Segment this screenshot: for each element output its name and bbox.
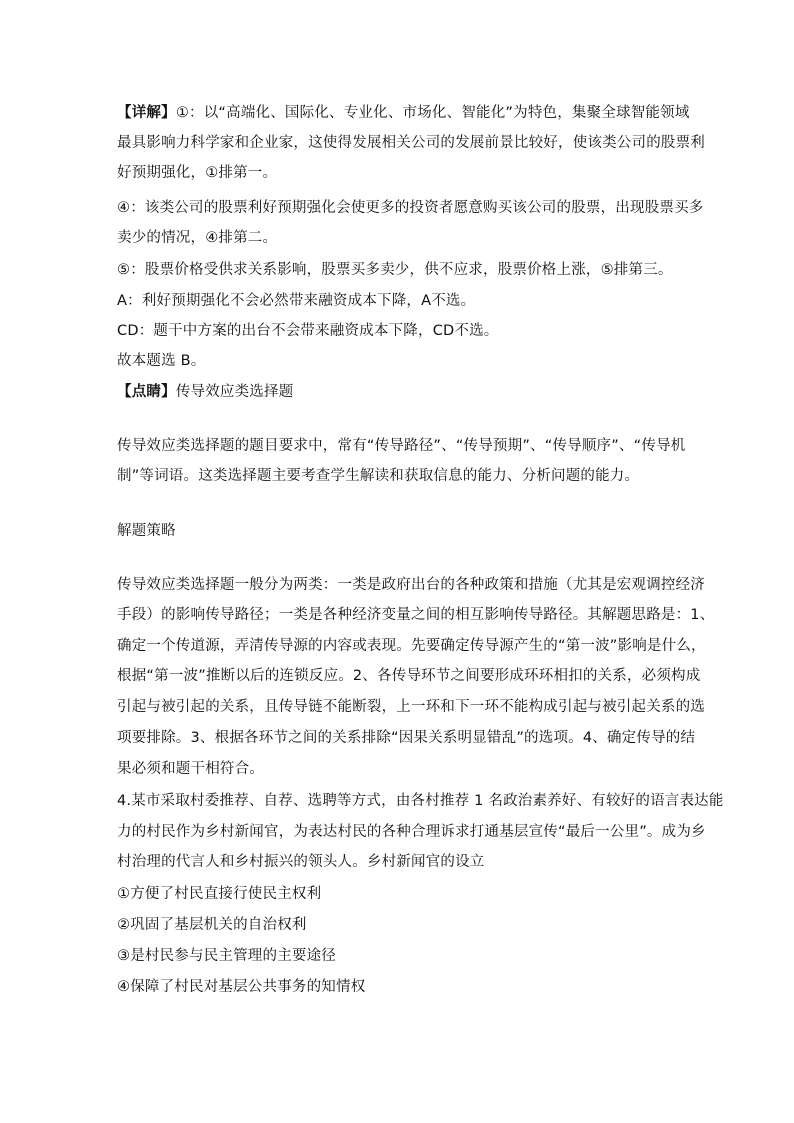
question-stem-1: 4.某市采取村委推荐、自荐、选聘等方式，由各村推荐 1 名政治素养好、有较好的语言表达能 bbox=[117, 793, 724, 809]
tip-heading: 【点睛】 bbox=[117, 384, 176, 400]
detail-line-1: 【详解】①：以“高端化、国际化、专业化、市场化、智能化”为特色，集聚全球智能领域 bbox=[117, 105, 690, 121]
question-stem-3: 村治理的代言人和乡村振兴的领头人。乡村新闻官的设立 bbox=[117, 854, 485, 870]
intro-line-2: 制”等词语。这类选择题主要考查学生解读和获取信息的能力、分析问题的能力。 bbox=[117, 468, 640, 484]
strategy-line-5: 引起与被引起的关系，且传导链不能断裂，上一环和下一环不能构成引起与被引起关系的选 bbox=[117, 699, 705, 715]
tip-title: 传导效应类选择题 bbox=[175, 384, 294, 400]
detail-line-5: 卖少的情况，④排第二。 bbox=[117, 230, 278, 246]
detail-line-2: 最具影响力科学家和企业家，这使得发展相关公司的发展前景比较好，使该类公司的股票利 bbox=[117, 135, 705, 151]
strategy-line-4: 根据“第一波”推断以后的连锁反应。2、各传导环节之间要形成环环相扣的关系，必须构成 bbox=[117, 668, 701, 684]
detail-line-7: A：利好预期强化不会必然带来融资成本下降，A不选。 bbox=[117, 293, 476, 309]
intro-line-1: 传导效应类选择题的题目要求中，常有“传导路径”、“传导预期”、“传导顺序”、“传导机 bbox=[117, 438, 686, 454]
detail-heading: 【详解】 bbox=[117, 105, 176, 121]
question-stem-2: 力的村民作为乡村新闻官，为表达村民的各种合理诉求打通基层宣传“最后一公里”。成为乡 bbox=[117, 824, 706, 840]
option-2: ②巩固了基层机关的自治权利 bbox=[117, 917, 307, 933]
detail-line-4: ④：该类公司的股票利好预期强化会使更多的投资者愿意购买该公司的股票，出现股票买多 bbox=[117, 200, 704, 216]
detail-line-6: ⑤：股票价格受供求关系影响，股票买多卖少，供不应求，股票价格上涨，⑤排第三。 bbox=[117, 262, 673, 278]
strategy-line-6: 项要排除。3、根据各环节之间的关系排除“因果关系明显错乱”的选项。4、确定传导的结 bbox=[117, 730, 696, 746]
option-4: ④保障了村民对基层公共事务的知情权 bbox=[117, 979, 366, 995]
option-3: ③是村民参与民主管理的主要途径 bbox=[117, 948, 336, 964]
strategy-line-3: 确定一个传道源，弄清传导源的内容或表现。先要确定传导源产生的“第一波”影响是什么， bbox=[117, 638, 706, 654]
detail-line-9: 故本题选 B。 bbox=[117, 353, 206, 369]
tip-line bbox=[117, 382, 293, 402]
option-1: ①方便了村民直接行使民主权利 bbox=[117, 886, 322, 902]
strategy-line-1: 传导效应类选择题一般分为两类：一类是政府出台的各种政策和措施（尤其是宏观调控经济 bbox=[117, 577, 705, 593]
strategy-title: 解题策略 bbox=[117, 523, 176, 539]
detail-line-3: 好预期强化，①排第一。 bbox=[117, 165, 278, 181]
detail-line-8: CD：题干中方案的出台不会带来融资成本下降，CD不选。 bbox=[117, 323, 499, 339]
strategy-line-2: 手段）的影响传导路径；一类是各种经济变量之间的相互影响传导路径。其解题思路是：1、 bbox=[117, 607, 715, 623]
strategy-line-7: 果必须和题干相符合。 bbox=[117, 761, 264, 777]
